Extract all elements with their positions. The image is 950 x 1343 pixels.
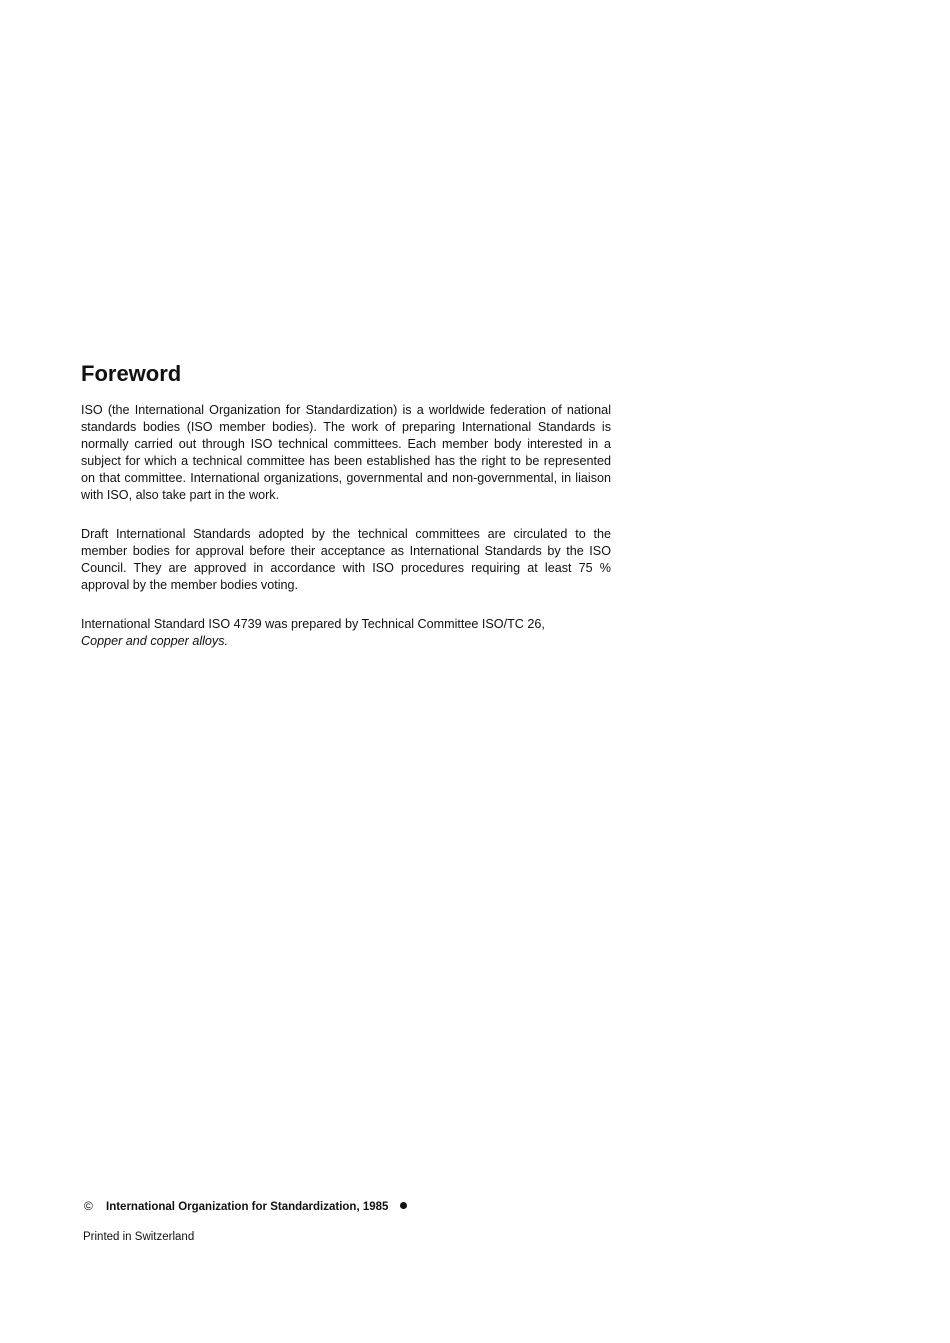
foreword-paragraph-1: ISO (the International Organization for Standardization) is a worldwide federation of national standards bodies (ISO member bodies). The work of preparing International Standards is normally carried out through ISO technical committees. Each member body interested in a subject for which a technical committee has been established has the right to be represented on that committee. International organizations, governmental and non-governmental, in liaison with ISO, also take part in the work. [81,403,611,502]
committee-title: Copper and copper alloys. [81,634,229,648]
bullet-icon [400,1202,407,1209]
foreword-section [81,360,611,650]
copyright-icon: © [84,1199,93,1213]
foreword-paragraph-3 [81,616,611,650]
foreword-paragraph-3-lead: International Standard ISO 4739 was prepared by Technical Committee ISO/TC 26, [81,617,545,631]
foreword-paragraph-2: Draft International Standards adopted by the technical committees are circulated to the member bodies for approval before their acceptance as International Standards by the ISO Council. They are approved in accordance with ISO procedures requiring at least 75 % approval by the member bodies voting. [81,527,611,592]
printed-location: Printed in Switzerland [83,1231,195,1243]
page-title: Foreword [81,361,182,386]
copyright-organization: International Organization for Standardization, 1985 [106,1201,389,1213]
copyright-line [84,1198,407,1215]
